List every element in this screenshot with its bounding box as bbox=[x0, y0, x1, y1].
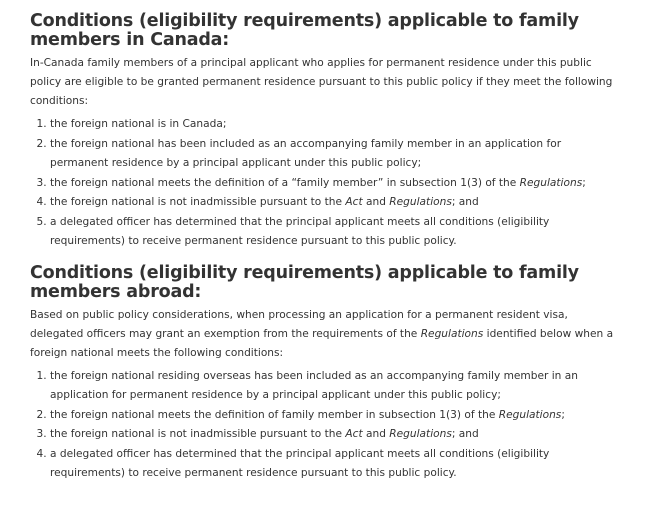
italic-term: Regulations bbox=[519, 176, 583, 189]
text-run: identified below when a foreign national meets the following conditions: bbox=[30, 327, 614, 359]
text-run: and bbox=[362, 428, 390, 440]
section-family-in-canada bbox=[30, 12, 648, 252]
conditions-list-in-canada bbox=[30, 115, 622, 252]
text-run: the foreign national has been included as an accompanying family member in an application for permanent residence by a principal applicant under this public policy; bbox=[50, 137, 562, 169]
text-run: the foreign national is in Canada; bbox=[50, 118, 227, 130]
condition-item bbox=[50, 115, 622, 135]
condition-item bbox=[50, 425, 622, 445]
italic-term: Regulations bbox=[389, 428, 452, 440]
text-run: the foreign national meets the definition of a “family member” in subsection 1(3) of the bbox=[50, 176, 520, 189]
condition-item bbox=[50, 174, 622, 194]
text-run: ; bbox=[582, 176, 586, 189]
text-run: a delegated officer has determined that the principal applicant meets all conditions (eligibility requirements) to receive permanent residence pursuant to this public policy. bbox=[50, 215, 550, 247]
text-run: the foreign national is not inadmissible pursuant to the bbox=[50, 196, 346, 208]
text-run: ; and bbox=[451, 196, 479, 208]
condition-item bbox=[50, 406, 622, 426]
section-family-abroad bbox=[30, 264, 648, 484]
text-run: a delegated officer has determined that the principal applicant meets all conditions (eligibility requirements) to receive permanent residence pursuant to this public policy. bbox=[50, 447, 550, 479]
italic-term: Act bbox=[345, 428, 363, 440]
condition-item bbox=[50, 367, 622, 406]
section-intro-in-canada: In-Canada family members of a principal applicant who applies for permanent residence under this public policy are eligible to be granted permanent residence pursuant to this public policy if they meet the following conditions: bbox=[30, 57, 613, 107]
italic-term: Act bbox=[345, 196, 363, 208]
text-run: the foreign national is not inadmissible pursuant to the bbox=[50, 428, 346, 440]
condition-item bbox=[50, 445, 622, 484]
condition-item bbox=[50, 193, 622, 213]
section-heading-abroad: Conditions (eligibility requirements) applicable to family members abroad: bbox=[30, 262, 579, 302]
text-run: the foreign national meets the definition of family member in subsection 1(3) of the bbox=[50, 408, 499, 421]
text-run: ; and bbox=[451, 428, 479, 440]
conditions-list-abroad bbox=[30, 367, 622, 484]
text-run: Based on public policy considerations, when processing an application for a permanent resident visa, delegated officers may grant an exemption from the requirements of the bbox=[30, 308, 568, 340]
text-run: and bbox=[362, 196, 390, 208]
condition-item bbox=[50, 213, 622, 252]
condition-item bbox=[50, 135, 622, 174]
section-heading-in-canada: Conditions (eligibility requirements) applicable to family members in Canada: bbox=[30, 11, 579, 50]
italic-term: Regulations bbox=[498, 408, 562, 421]
section-intro-abroad bbox=[30, 306, 620, 363]
text-run: the foreign national residing overseas has been included as an accompanying family member in an application for permanent residence by a principal applicant under this public policy; bbox=[50, 369, 578, 401]
italic-term: Regulations bbox=[389, 196, 452, 208]
italic-term: Regulations bbox=[420, 327, 484, 340]
text-run: ; bbox=[561, 408, 565, 421]
